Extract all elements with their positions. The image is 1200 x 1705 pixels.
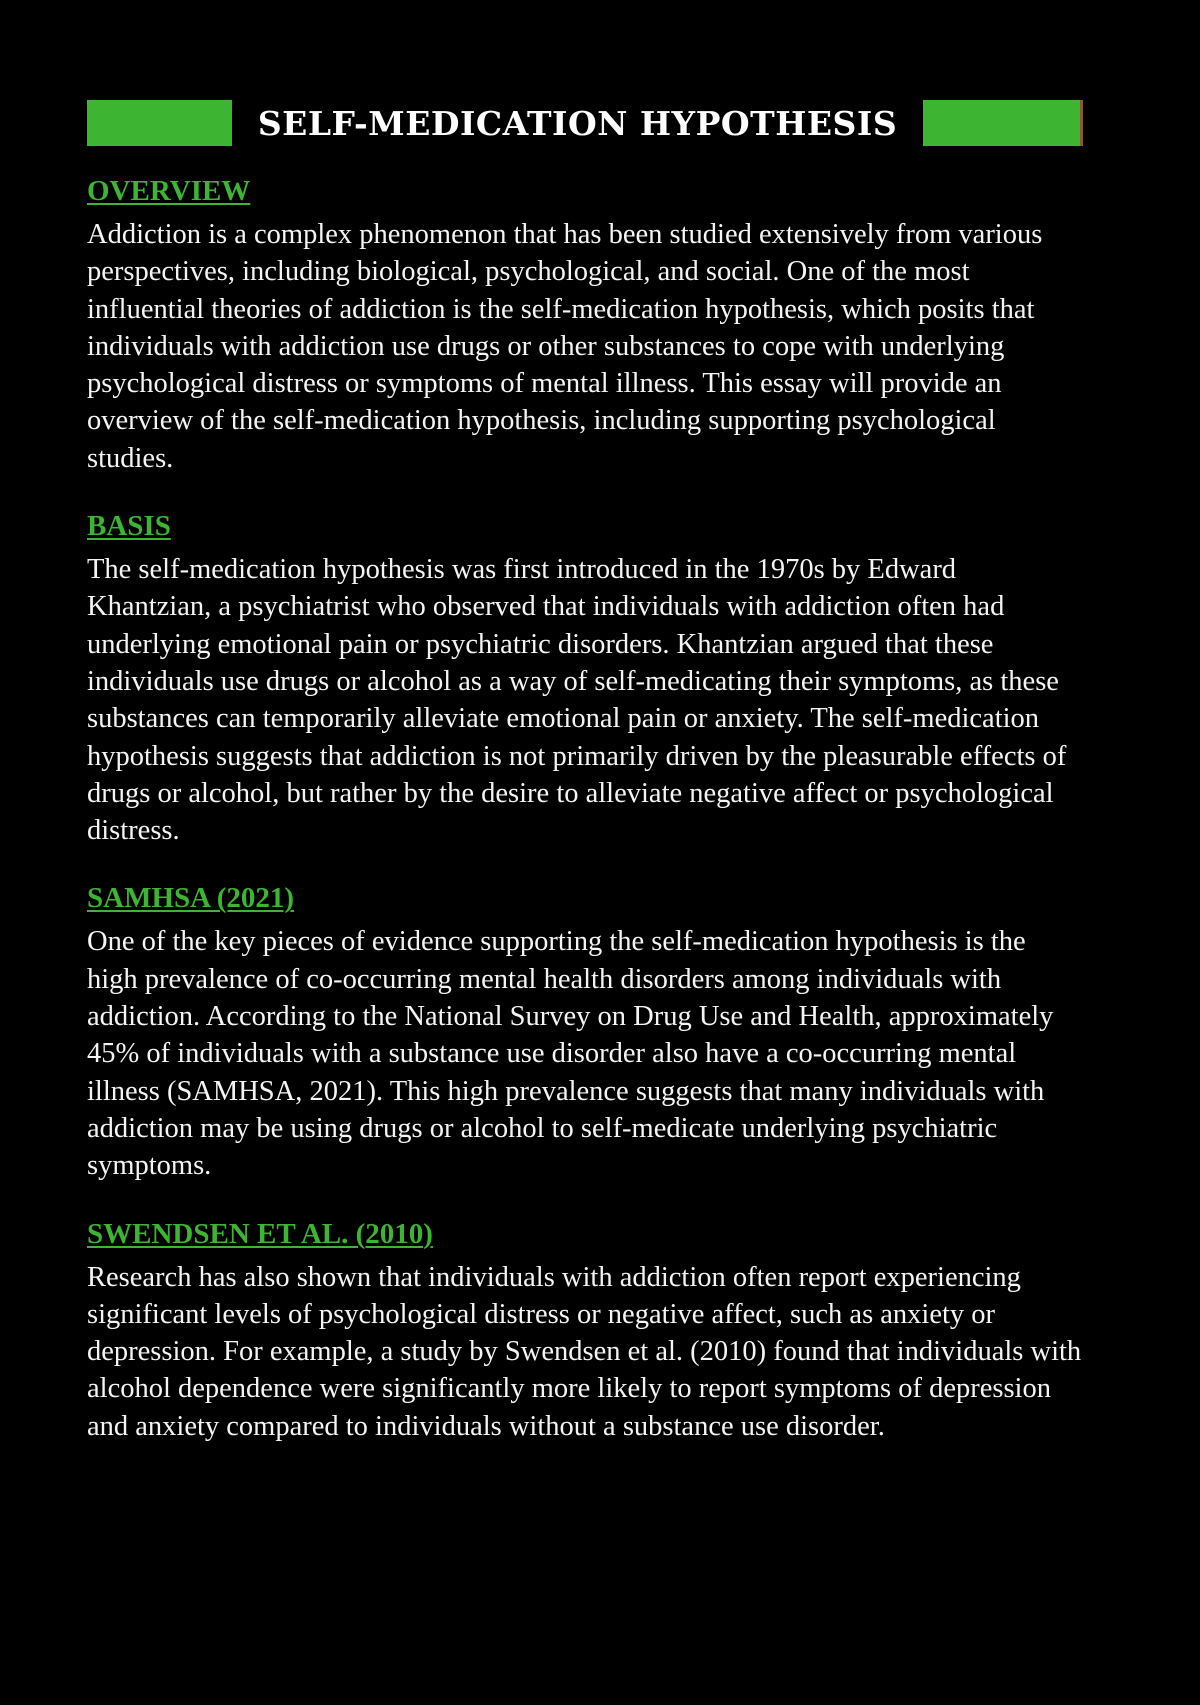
title-accent-right [923,100,1083,146]
page-title: SELF-MEDICATION HYPOTHESIS [257,103,898,143]
section-body: The self-medication hypothesis was first introduced in the 1970s by Edward Khantzian, a psychiatrist who observed that individuals with addiction often had underlying emotional pain or psychiatric disorders. Khantzian argued that these individuals use drugs or alcohol as a way of self-medicating their symptoms, as these substances can temporarily alleviate emotional pain or anxiety. The self-medication hypothesis suggests that addiction is not primarily driven by the pleasurable effects of drugs or alcohol, but rather by the desire to alleviate negative affect or psychological distress. [87,554,1067,847]
document-page [87,100,1083,1477]
section-heading: BASIS [87,510,171,543]
section-overview [87,174,1083,477]
section-heading: SWENDSEN ET AL. (2010) [87,1217,433,1250]
section-samhsa [87,881,1083,1184]
title-banner [87,100,1083,146]
section-swendsen [87,1217,1083,1445]
section-basis [87,509,1083,849]
section-body: One of the key pieces of evidence supporting the self-medication hypothesis is the high prevalence of co-occurring mental health disorders among individuals with addiction. According to the National Survey on Drug Use and Health, approximately 45% of individuals with a substance use disorder also have a co-occurring mental illness (SAMHSA, 2021). This high prevalence suggests that many individuals with addiction may be using drugs or alcohol to self-medicate underlying psychiatric symptoms. [87,926,1054,1182]
section-body: Research has also shown that individuals with addiction often report experiencing significant levels of psychological distress or negative affect, such as anxiety or depression. For example, a study by Swendsen et al. (2010) found that individuals with alcohol dependence were significantly more likely to report symptoms of depression and anxiety compared to individuals without a substance use disorder. [87,1261,1082,1442]
section-heading: SAMHSA (2021) [87,882,295,915]
section-heading: OVERVIEW [87,175,251,207]
title-accent-left [87,100,232,146]
section-body: Addiction is a complex phenomenon that has been studied extensively from various perspectives, including biological, psychological, and social. One of the most influential theories of addiction is the self-medication hypothesis, which posits that individuals with addiction use drugs or other substances to cope with underlying psychological distress or symptoms of mental illness. This essay will provide an overview of the self-medication hypothesis, including supporting psychological studies. [87,219,1043,474]
